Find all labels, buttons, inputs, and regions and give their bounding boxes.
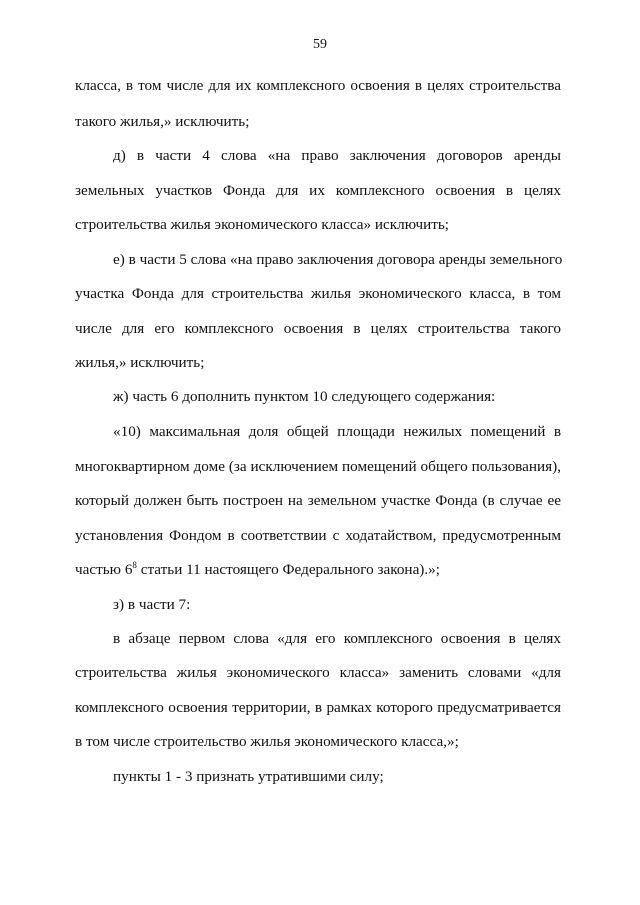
text-line: комплексного освоения территории, в рамках которого предусматривается xyxy=(75,699,561,716)
text-line: ж) часть 6 дополнить пунктом 10 следующего содержания: xyxy=(113,388,496,405)
text-line: жилья,» исключить; xyxy=(75,354,205,371)
text-line: з) в части 7: xyxy=(113,596,191,613)
text-line: д) в части 4 слова «на право заключения договоров аренды xyxy=(113,147,561,164)
text-line: строительства жилья экономического класса» исключить; xyxy=(75,216,450,233)
text-line: такого жилья,» исключить; xyxy=(75,113,250,130)
text-line: класса, в том числе для их комплексного освоения в целях строительства xyxy=(75,77,561,94)
text-line: установления Фондом в соответствии с ходатайством, предусмотренным xyxy=(75,527,561,544)
text-line: участка Фонда для строительства жилья экономического класса, в том xyxy=(75,285,561,302)
text-line: пункты 1 - 3 признать утратившими силу; xyxy=(113,768,384,785)
text-line: е) в части 5 слова «на право заключения договора аренды земельного xyxy=(113,251,563,268)
text-line: в абзаце первом слова «для его комплексного освоения в целях xyxy=(113,630,561,647)
page-number: 59 xyxy=(313,37,327,52)
text-line: «10) максимальная доля общей площади нежилых помещений в xyxy=(113,423,561,440)
text-line: земельных участков Фонда для их комплексного освоения в целях xyxy=(75,182,561,199)
text-line xyxy=(75,561,561,579)
text-line: многоквартирном доме (за исключением помещений общего пользования), xyxy=(75,458,561,475)
text-line: числе для его комплексного освоения в целях строительства такого xyxy=(75,320,561,337)
superscript: 8 xyxy=(132,560,137,570)
text-span: статьи 11 настоящего Федерального закона).»; xyxy=(136,561,440,578)
text-line: строительства жилья экономического класса» заменить словами «для xyxy=(75,664,561,681)
text-line: в том числе строительство жилья экономического класса,»; xyxy=(75,733,459,750)
text-line: который должен быть построен на земельном участке Фонда (в случае ее xyxy=(75,492,561,509)
text-span: частью 6 xyxy=(75,561,133,578)
